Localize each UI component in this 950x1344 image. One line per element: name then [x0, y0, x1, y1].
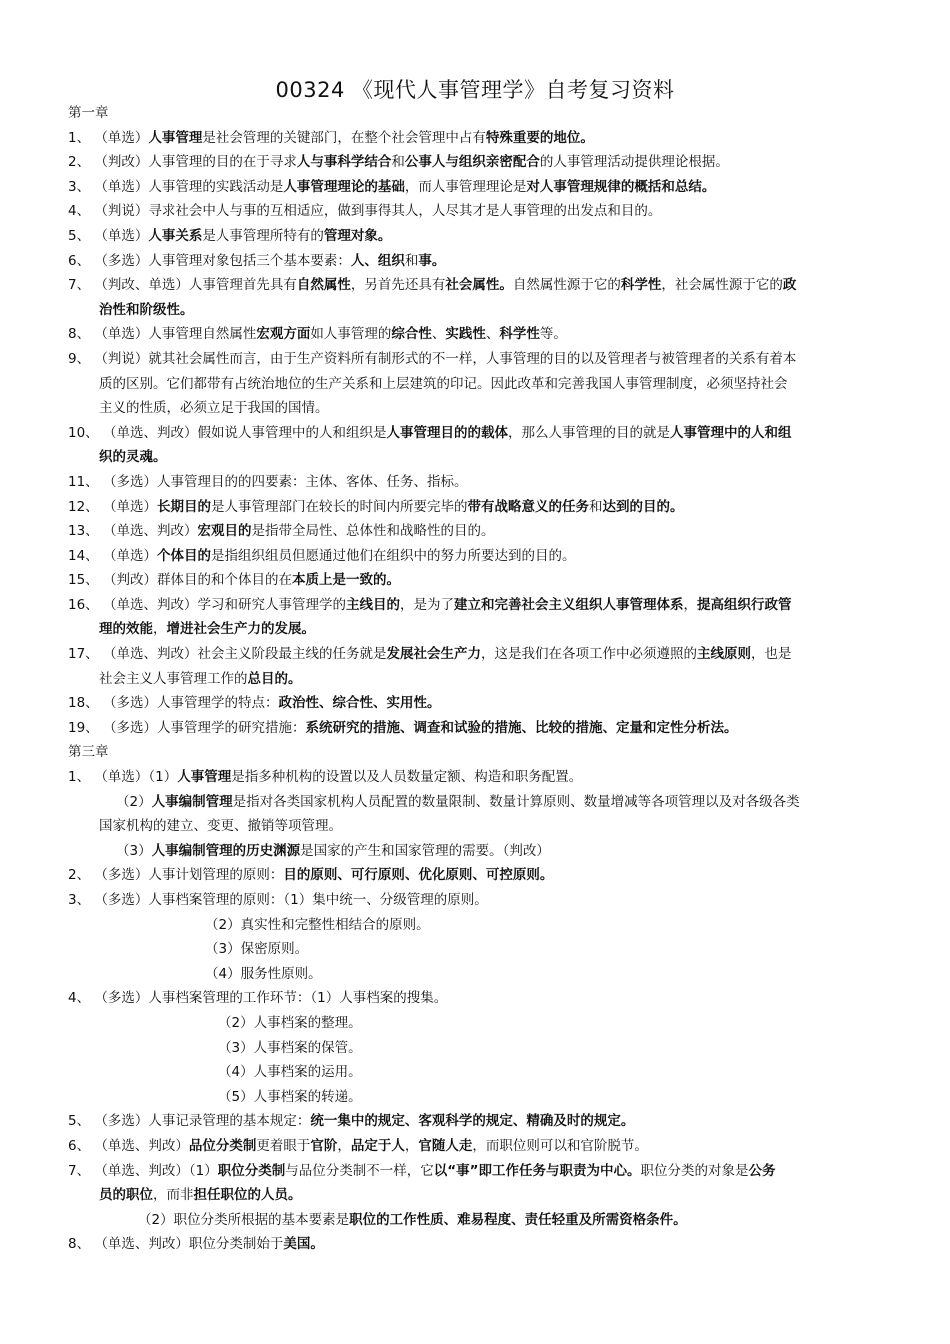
bold-text: 特殊重要的地位。 — [485, 129, 594, 146]
text-segment: （2）职位分类所根据的基本要素是 — [138, 1211, 350, 1228]
bold-text: 人事编制管理 — [151, 793, 233, 810]
text-line — [68, 937, 882, 962]
bold-text: 品位分类制 — [188, 1137, 257, 1154]
text-segment: ，而职位则可以和官阶脱节。 — [472, 1137, 648, 1154]
bold-text: 政 — [782, 277, 797, 294]
text-segment: 5、 （多选）人事记录管理的基本规定： — [68, 1113, 311, 1130]
text-segment: 与品位分类制不一样，它 — [285, 1162, 434, 1179]
text-line — [68, 913, 882, 938]
text-line — [68, 372, 882, 397]
text-segment: 15、 （判改）群体目的和个体目的在 — [68, 572, 292, 589]
text-segment: （2） — [116, 793, 152, 810]
text-line — [68, 544, 882, 569]
bold-text: 人与事科学结合 — [296, 154, 392, 171]
text-segment: ，社会属性源于它的 — [661, 277, 783, 294]
text-line — [68, 839, 882, 864]
bold-text: 达到的目的。 — [602, 498, 684, 515]
text-line — [68, 1011, 882, 1036]
text-line — [68, 593, 882, 618]
text-segment: 质的区别。它们都带有占统治地位的生产关系和上层建筑的印记。因此改革和完善我国人事管理制度，必须坚持社会 — [99, 375, 788, 392]
text-segment: （3） — [116, 842, 152, 859]
text-segment: 和 — [588, 498, 603, 515]
bold-text: 理的效能 — [99, 621, 153, 638]
text-segment: 是社会管理的关键部门，在整个社会管理中占有 — [202, 129, 486, 146]
text-segment: 等。 — [539, 326, 567, 343]
text-line — [68, 568, 882, 593]
text-segment: 自然属性源于它的 — [512, 277, 621, 294]
text-segment: （2）真实性和完整性相结合的原则。 — [205, 916, 430, 933]
text-segment: 是人事管理部门在较长的时间内所要完毕的 — [210, 498, 468, 515]
bold-text: 发展社会生产力 — [386, 646, 481, 663]
text-segment: 职位分类的对象是 — [640, 1162, 749, 1179]
text-line — [68, 1232, 882, 1257]
text-segment: （5）人事档案的转递。 — [218, 1088, 362, 1105]
text-line — [68, 691, 882, 716]
text-segment: 3、 （多选）人事档案管理的原则：（1）集中统一、分级管理的原则。 — [68, 892, 488, 908]
text-line — [68, 1159, 882, 1184]
bold-text: 公事人与组织亲密配合 — [404, 154, 540, 171]
text-segment: 、 — [431, 326, 446, 343]
text-segment: 13、 （单选、判改） — [68, 523, 198, 540]
text-line — [68, 150, 882, 175]
text-segment: 2、 （判改）人事管理的目的在于寻求 — [68, 154, 297, 171]
text-segment: 1、 （单选） — [68, 129, 149, 146]
text-line — [68, 863, 882, 888]
text-segment: 国家机构的建立、变更、撤销等项管理。 — [99, 818, 342, 835]
bold-text: 自然属性 — [296, 277, 351, 294]
text-segment: 是国家的产生和国家管理的需要。（判改） — [300, 842, 550, 859]
text-segment: 是指多种机构的设置以及人员数量定额、构造和职务配置。 — [231, 769, 583, 786]
bold-text: 以“事”即工作任务与职责为中心。 — [433, 1162, 641, 1179]
bold-text: 宏观目的 — [197, 523, 252, 540]
bold-text: 本质上是一致的。 — [291, 572, 400, 589]
bold-text: 个体目的 — [156, 547, 211, 564]
text-segment: 是人事管理所特有的 — [202, 227, 324, 244]
text-line — [68, 421, 882, 446]
bold-text: 人事编制管理的历史渊源 — [151, 842, 301, 859]
text-line — [68, 790, 882, 815]
text-segment: ， — [683, 596, 697, 613]
text-segment: 是指对各类国家机构人员配置的数量限制、数量计算原则、数量增减等各项管理以及对各级各类 — [232, 793, 800, 810]
bold-text: 实践性 — [445, 326, 486, 343]
text-line — [68, 1183, 882, 1208]
text-line — [68, 101, 882, 126]
text-segment: 主义的性质，必须立足于我国的国情。 — [99, 400, 329, 417]
bold-text: 职位的工作性质、难易程度、责任轻重及所需资格条件。 — [349, 1211, 687, 1228]
bold-text: 人事管理理论的基础 — [283, 178, 405, 195]
text-segment: 10、 （单选、判改）假如说人事管理中的人和组织是 — [68, 424, 387, 441]
text-segment: （3）保密原则。 — [205, 941, 309, 958]
text-segment: ， — [404, 1137, 419, 1154]
text-line — [68, 249, 882, 274]
text-line — [68, 1208, 882, 1233]
text-line — [68, 347, 882, 372]
text-line — [68, 445, 882, 470]
text-line — [68, 175, 882, 200]
text-segment: 第三章 — [68, 744, 109, 761]
text-segment: 12、 （单选） — [68, 498, 157, 515]
text-segment: 4、 （多选）人事档案管理的工作环节：（1）人事档案的搜集。 — [68, 990, 448, 1007]
bold-text: 目的原则、可行原则、优化原则、可控原则。 — [283, 867, 554, 884]
text-segment: 16、 （单选、判改）学习和研究人事管理学的 — [68, 596, 346, 613]
text-line — [68, 1060, 882, 1085]
bold-text: 长期目的 — [156, 498, 211, 515]
text-segment: 4、 （判说）寻求社会中人与事的互相适应，做到事得其人，人尽其才是人事管理的出发点和目的。 — [68, 203, 662, 220]
text-segment: （4）服务性原则。 — [205, 965, 322, 982]
text-segment: 7、 （单选、判改）（1） — [68, 1162, 218, 1179]
text-line — [68, 888, 882, 913]
text-segment: 1、 （单选）（1） — [68, 769, 178, 786]
text-segment: 8、 （单选）人事管理自然属性 — [68, 326, 257, 343]
text-line — [68, 495, 882, 520]
text-segment: （3）人事档案的保管。 — [218, 1039, 362, 1056]
bold-text: 公务 — [748, 1162, 776, 1179]
text-segment: 17、 （单选、判改）社会主义阶段最主线的任务就是 — [68, 646, 387, 663]
text-line — [68, 298, 882, 323]
text-segment: ，也是 — [750, 646, 792, 663]
bold-text: 统一集中的规定、客观科学的规定、精确及时的规定。 — [310, 1113, 635, 1130]
bold-text: 系统研究的措施、调查和试验的措施、比较的措施、定量和定性分析法。 — [305, 719, 738, 736]
bold-text: 人事管理 — [177, 769, 232, 786]
text-segment: ，而非 — [153, 1187, 194, 1204]
text-segment: ， — [153, 621, 167, 638]
text-segment: 7、 （判改、单选）人事管理首先具有 — [68, 277, 297, 294]
text-line — [68, 1036, 882, 1061]
text-segment: 更着眼于 — [256, 1137, 311, 1154]
text-segment: ，是为了 — [399, 596, 454, 613]
bold-text: 建立和完善社会主义组织人事管理体系 — [453, 596, 684, 613]
bold-text: 提高组织行政管 — [696, 596, 792, 613]
text-line — [68, 1085, 882, 1110]
text-line — [68, 814, 882, 839]
text-segment: 第一章 — [68, 105, 109, 121]
text-segment: 6、 （多选）人事管理对象包括三个基本要素： — [68, 252, 351, 269]
text-segment: 是指带全局性、总体性和战略性的目的。 — [251, 523, 495, 540]
bold-text: 政治性、综合性、实用性。 — [278, 695, 441, 712]
text-segment: 和 — [404, 252, 419, 269]
document-title: 00324 《现代人事管理学》自考复习资料 — [275, 78, 675, 102]
bold-text: 科学性 — [499, 326, 540, 343]
text-segment: 6、 （单选、判改） — [68, 1137, 189, 1154]
text-segment: ，那么人事管理的目的就是 — [507, 424, 670, 441]
bold-text: 治性和阶级性。 — [99, 301, 194, 318]
bold-text: 总目的。 — [247, 670, 302, 687]
text-line — [68, 642, 882, 667]
bold-text: 职位分类制 — [217, 1162, 286, 1179]
text-segment: 9、 （判说）就其社会属性而言，由于生产资料所有制形式的不一样，人事管理的目的以及管理者与被管理者的关系有着本 — [68, 350, 797, 367]
text-line — [68, 765, 882, 790]
text-line — [68, 322, 882, 347]
text-segment: 18、 （多选）人事管理学的特点： — [68, 695, 279, 712]
text-segment: 、 — [485, 326, 500, 343]
bold-text: 主线目的 — [345, 596, 400, 613]
text-segment: ， — [337, 1137, 351, 1154]
text-line — [68, 667, 882, 692]
text-segment: 5、 （单选） — [68, 227, 149, 244]
bold-text: 官阶 — [310, 1137, 338, 1154]
text-segment: ，这是我们在各项工作中必须遵照的 — [480, 646, 697, 663]
bold-text: 综合性 — [391, 326, 432, 343]
bold-text: 主线原则 — [696, 646, 751, 663]
bold-text: 官随人走 — [418, 1137, 473, 1154]
bold-text: 人事管理目的的载体 — [386, 424, 508, 441]
text-segment: （2）人事档案的整理。 — [218, 1014, 362, 1031]
bold-text: 人事管理中的人和组 — [669, 424, 792, 441]
text-segment: 是指组织组员但愿通过他们在组织中的努力所要达到的目的。 — [210, 547, 576, 564]
text-line — [68, 519, 882, 544]
text-line — [68, 224, 882, 249]
text-segment: 的人事管理活动提供理论根据。 — [539, 154, 729, 171]
bold-text: 宏观方面 — [256, 326, 311, 343]
bold-text: 科学性 — [620, 277, 662, 294]
text-segment: 19、 （多选）人事管理学的研究措施： — [68, 719, 306, 736]
text-segment: 8、 （单选、判改）职位分类制始于 — [68, 1236, 284, 1253]
text-line — [68, 199, 882, 224]
text-line — [68, 962, 882, 987]
text-line — [68, 716, 882, 741]
text-line — [68, 1134, 882, 1159]
bold-text: 对人事管理规律的概括和总结。 — [526, 178, 716, 195]
bold-text: 员的职位 — [99, 1187, 153, 1204]
bold-text: 美国。 — [283, 1236, 324, 1253]
bold-text: 人事管理 — [148, 129, 203, 146]
text-segment: 3、 （单选）人事管理的实践活动是 — [68, 178, 284, 195]
bold-text: 人事关系 — [148, 227, 203, 244]
text-segment: ，而人事管理理论是 — [404, 178, 527, 195]
text-segment: 如人事管理的 — [310, 326, 392, 343]
text-segment: 11、 （多选）人事管理目的的四要素：主体、客体、任务、指标。 — [68, 473, 468, 490]
text-line — [68, 273, 882, 298]
text-segment: 14、 （单选） — [68, 547, 157, 564]
text-line — [68, 617, 882, 642]
bold-text: 人、组织 — [350, 252, 405, 269]
text-segment: （4）人事档案的运用。 — [218, 1064, 362, 1081]
text-segment: ，另首先还具有 — [350, 277, 446, 294]
bold-text: 事。 — [418, 252, 446, 269]
bold-text: 担任职位的人员。 — [193, 1187, 302, 1204]
text-line — [68, 740, 882, 765]
bold-text: 增进社会生产力的发展。 — [166, 621, 315, 638]
text-line — [68, 986, 882, 1011]
bold-text: 品定于人 — [350, 1137, 405, 1154]
bold-text: 管理对象。 — [323, 227, 392, 244]
bold-text: 织的灵魂。 — [99, 449, 167, 466]
text-line — [68, 396, 882, 421]
text-line — [68, 470, 882, 495]
bold-text: 社会属性。 — [445, 277, 513, 294]
text-segment: 社会主义人事管理工作的 — [99, 670, 248, 687]
text-segment: 2、 （多选）人事计划管理的原则： — [68, 867, 284, 884]
text-line — [68, 126, 882, 151]
text-segment: 和 — [391, 154, 405, 171]
bold-text: 带有战略意义的任务 — [467, 498, 589, 515]
text-line — [68, 1109, 882, 1134]
document-body — [68, 101, 882, 1257]
